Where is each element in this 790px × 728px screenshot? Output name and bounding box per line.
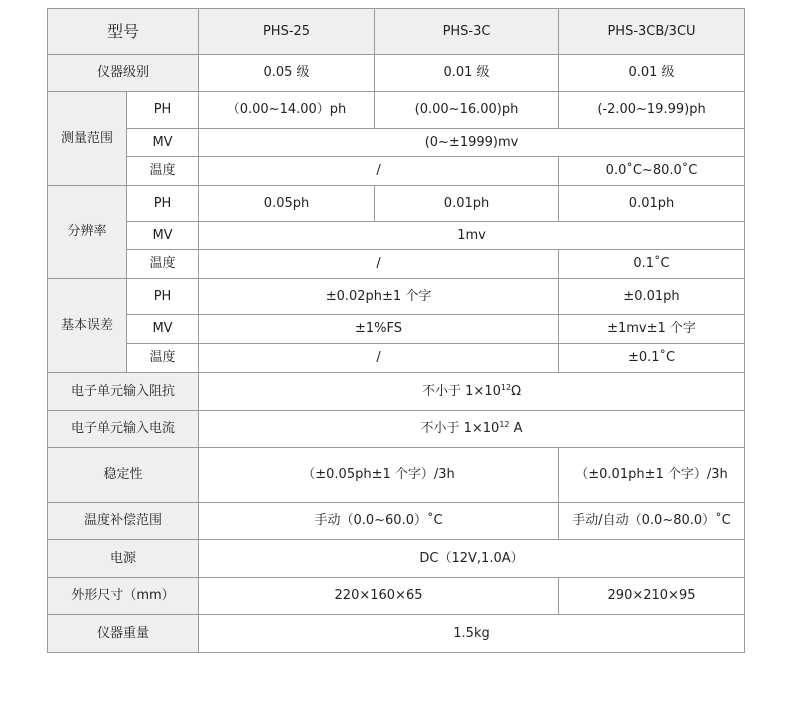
range-temp-label: 温度 (127, 157, 199, 186)
error-mv-v12: ±1%FS (199, 315, 559, 344)
resolution-ph-label: PH (127, 186, 199, 222)
row-stability (48, 448, 745, 503)
resolution-ph-v1: 0.05ph (199, 186, 375, 222)
grade-v2: 0.01 级 (375, 55, 559, 92)
header-phs-3cb: PHS-3CB/3CU (559, 9, 745, 55)
row-resolution-mv (48, 222, 745, 250)
error-mv-v3: ±1mv±1 个字 (559, 315, 745, 344)
error-ph-v3: ±0.01ph (559, 279, 745, 315)
grade-v3: 0.01 级 (559, 55, 745, 92)
range-ph-v3: (-2.00~19.99)ph (559, 92, 745, 129)
row-dimensions (48, 578, 745, 615)
stability-v12: （±0.05ph±1 个字）/3h (199, 448, 559, 503)
error-label: 基本误差 (48, 279, 127, 373)
current-value (199, 411, 745, 448)
range-mv-value: (0~±1999)mv (199, 129, 745, 157)
impedance-prefix: 不小于 1×10 (422, 383, 501, 399)
header-row (48, 9, 745, 55)
resolution-label: 分辨率 (48, 186, 127, 279)
resolution-temp-v12: / (199, 250, 559, 279)
temp-comp-v3: 手动/自动（0.0~80.0）˚C (559, 503, 745, 540)
error-ph-v12: ±0.02ph±1 个字 (199, 279, 559, 315)
row-weight (48, 615, 745, 653)
header-phs-3c: PHS-3C (375, 9, 559, 55)
impedance-value (199, 373, 745, 411)
row-resolution-ph (48, 186, 745, 222)
power-value: DC（12V,1.0A） (199, 540, 745, 578)
resolution-temp-label: 温度 (127, 250, 199, 279)
row-input-current (48, 411, 745, 448)
row-error-temp (48, 344, 745, 373)
current-prefix: 不小于 1×10 (420, 421, 500, 437)
row-range-mv (48, 129, 745, 157)
row-resolution-temp (48, 250, 745, 279)
row-power (48, 540, 745, 578)
range-mv-label: MV (127, 129, 199, 157)
current-exponent: 12 (499, 420, 510, 430)
resolution-mv-label: MV (127, 222, 199, 250)
error-temp-v3: ±0.1˚C (559, 344, 745, 373)
error-temp-label: 温度 (127, 344, 199, 373)
header-model: 型号 (48, 9, 199, 55)
temp-comp-label: 温度补偿范围 (48, 503, 199, 540)
error-temp-v12: / (199, 344, 559, 373)
power-label: 电源 (48, 540, 199, 578)
resolution-mv-value: 1mv (199, 222, 745, 250)
range-temp-v12: / (199, 157, 559, 186)
current-unit: A (509, 421, 523, 437)
range-label: 测量范围 (48, 92, 127, 186)
grade-v1: 0.05 级 (199, 55, 375, 92)
range-ph-v2: (0.00~16.00)ph (375, 92, 559, 129)
stability-label: 稳定性 (48, 448, 199, 503)
row-temp-comp (48, 503, 745, 540)
current-label: 电子单元输入电流 (48, 411, 199, 448)
row-input-impedance (48, 373, 745, 411)
range-ph-label: PH (127, 92, 199, 129)
row-range-temp (48, 157, 745, 186)
impedance-label: 电子单元输入阻抗 (48, 373, 199, 411)
temp-comp-v12: 手动（0.0~60.0）˚C (199, 503, 559, 540)
range-temp-v3: 0.0˚C~80.0˚C (559, 157, 745, 186)
stability-v3: （±0.01ph±1 个字）/3h (559, 448, 745, 503)
spec-table (47, 8, 745, 653)
grade-label: 仪器级别 (48, 55, 199, 92)
resolution-temp-v3: 0.1˚C (559, 250, 745, 279)
weight-value: 1.5kg (199, 615, 745, 653)
range-ph-v1: （0.00~14.00）ph (199, 92, 375, 129)
row-grade (48, 55, 745, 92)
dimensions-label: 外形尺寸（mm） (48, 578, 199, 615)
header-phs-25: PHS-25 (199, 9, 375, 55)
row-range-ph (48, 92, 745, 129)
error-ph-label: PH (127, 279, 199, 315)
impedance-exponent: 12 (500, 382, 512, 392)
row-error-mv (48, 315, 745, 344)
impedance-unit: Ω (511, 383, 521, 399)
resolution-ph-v2: 0.01ph (375, 186, 559, 222)
dimensions-v12: 220×160×65 (199, 578, 559, 615)
error-mv-label: MV (127, 315, 199, 344)
dimensions-v3: 290×210×95 (559, 578, 745, 615)
resolution-ph-v3: 0.01ph (559, 186, 745, 222)
row-error-ph (48, 279, 745, 315)
weight-label: 仪器重量 (48, 615, 199, 653)
